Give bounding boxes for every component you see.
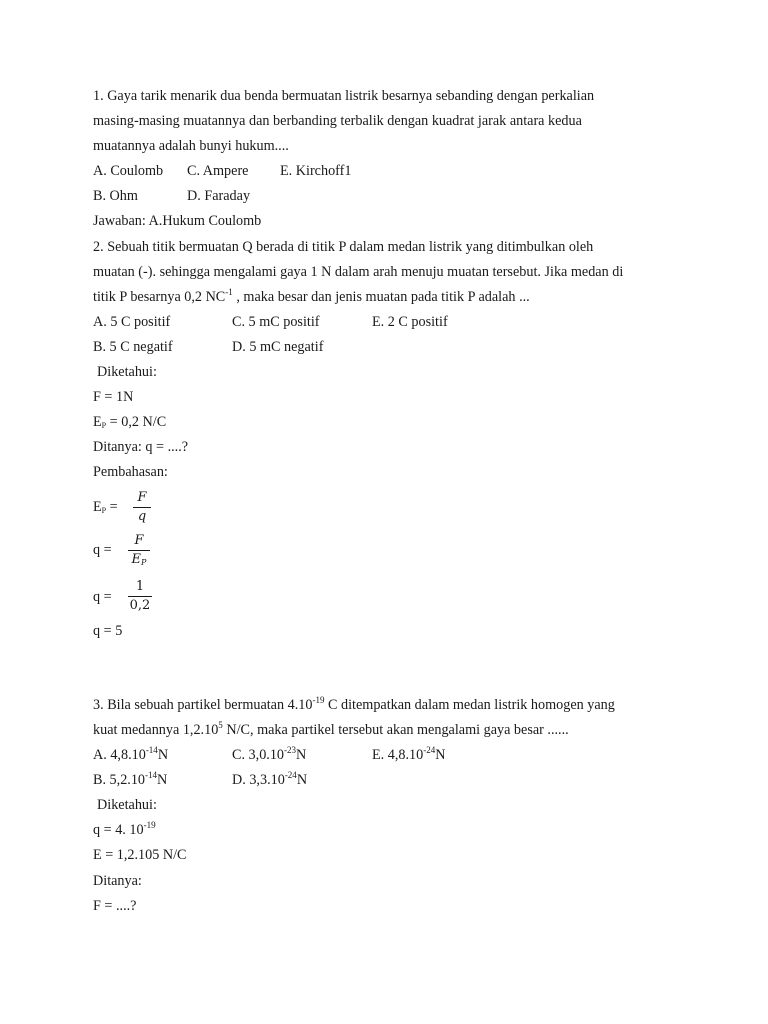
- q2-eq1-fraction: [133, 489, 151, 526]
- q2-line3-pre: titik P besarnya 0,2 NC: [93, 289, 226, 305]
- q1-text-line1: 1. Gaya tarik menarik dua benda bermuatan listrik besarnya sebanding dengan perkalian: [93, 88, 595, 104]
- q3-option-a: [93, 746, 168, 765]
- q2-line3-sup: -1: [225, 287, 233, 297]
- q3-line1-pre: 3. Bila sebuah partikel bermuatan 4.10: [93, 697, 313, 713]
- q3-asked-force: F = ....?: [93, 898, 137, 914]
- q3-diketahui: Diketahui:: [97, 797, 157, 813]
- q3-opt-a-pre: A. 4,8.10: [93, 747, 146, 763]
- q2-eq1-eq: =: [106, 499, 118, 515]
- q2-ditanya: Ditanya: q = ....?: [93, 439, 189, 455]
- q3-opt-a-post: N: [157, 747, 169, 763]
- q2-eq2-den-sub: P: [141, 558, 147, 567]
- q3-option-c: [232, 746, 306, 765]
- q2-option-b: B. 5 C negatif: [93, 339, 173, 355]
- q1-text-line2: masing-masing muatannya dan berbanding terbalik dengan kuadrat jarak antara kedua: [93, 113, 582, 129]
- q3-q-pre: q = 4. 10: [93, 822, 144, 838]
- q1-option-a: A. Coulomb: [93, 163, 164, 179]
- q2-eq1-left: [93, 498, 118, 518]
- q2-eq3-fraction: [128, 578, 152, 615]
- q2-ep-label: E: [93, 414, 102, 430]
- q1-option-c: C. Ampere: [187, 163, 249, 179]
- q2-text-line2: muatan (-). sehingga mengalami gaya 1 N dalam arah menuju muatan tersebut. Jika medan di: [93, 264, 624, 280]
- q3-line2-sup: 5: [218, 720, 223, 730]
- q3-opt-c-post: N: [296, 747, 307, 763]
- q3-opt-b-post: N: [157, 772, 168, 788]
- q3-given-field: E = 1,2.105 N/C: [93, 847, 187, 863]
- q2-eq2-fraction: [128, 532, 150, 570]
- q3-opt-d-sup: -24: [284, 770, 297, 780]
- q2-eq3-denominator: 0,2: [129, 598, 151, 613]
- q2-eq3-left: q =: [93, 589, 112, 605]
- q1-answer: Jawaban: A.Hukum Coulomb: [93, 213, 262, 229]
- q3-option-e: [372, 746, 445, 765]
- q2-eq2-left: q =: [93, 542, 112, 558]
- q3-given-charge: [93, 821, 156, 840]
- q3-line1-sup: -19: [312, 695, 325, 705]
- q2-eq1-sub: P: [101, 506, 107, 515]
- q2-text-line3: [93, 288, 530, 307]
- q3-opt-e-sup: -24: [423, 745, 436, 755]
- q2-given-field: [93, 413, 166, 433]
- q2-pembahasan: Pembahasan:: [93, 464, 168, 480]
- q3-option-d: [232, 771, 307, 790]
- q3-opt-d-post: N: [296, 772, 308, 788]
- q3-opt-d-pre: D. 3,3.10: [232, 772, 285, 788]
- q1-option-e: E. Kirchoff1: [280, 163, 352, 179]
- q2-option-a: A. 5 C positif: [93, 314, 171, 330]
- q2-eq2-den-main: E: [131, 552, 142, 567]
- q2-given-force: F = 1N: [93, 389, 134, 405]
- q3-opt-e-post: N: [435, 747, 446, 763]
- q2-ep-val: = 0,2 N/C: [106, 414, 167, 430]
- q2-option-c: C. 5 mC positif: [232, 314, 320, 330]
- q3-text-line2: [93, 721, 569, 740]
- q2-text-line1: 2. Sebuah titik bermuatan Q berada di titik P dalam medan listrik yang ditimbulkan oleh: [93, 239, 594, 255]
- q2-eq1-numerator: F: [137, 490, 147, 505]
- q3-q-sup: -19: [143, 820, 156, 830]
- q3-opt-c-pre: C. 3,0.10: [232, 747, 285, 763]
- q2-eq3-numerator: 1: [135, 579, 145, 594]
- q2-eq1-label: E: [93, 499, 102, 515]
- q3-opt-b-sup: -14: [145, 770, 158, 780]
- q2-line3-post: , maka besar dan jenis muatan pada titik P adalah ...: [232, 289, 530, 305]
- q2-ep-sub: P: [101, 421, 107, 430]
- q3-opt-c-sup: -23: [284, 745, 297, 755]
- q3-option-b: [93, 771, 167, 790]
- q3-ditanya: Ditanya:: [93, 873, 142, 889]
- q1-option-b: B. Ohm: [93, 188, 138, 204]
- q3-text-line1: [93, 696, 615, 715]
- q2-eq1-denominator: q: [137, 509, 147, 524]
- q2-result: q = 5: [93, 623, 123, 639]
- q3-line1-post: C ditempatkan dalam medan listrik homogen yang: [324, 697, 615, 713]
- q2-option-d: D. 5 mC negatif: [232, 339, 324, 355]
- q1-option-d: D. Faraday: [187, 188, 251, 204]
- q2-diketahui: Diketahui:: [97, 364, 157, 380]
- q3-opt-a-sup: -14: [145, 745, 158, 755]
- q1-text-line3: muatannya adalah bunyi hukum....: [93, 138, 289, 154]
- q3-opt-e-pre: E. 4,8.10: [372, 747, 424, 763]
- q2-option-e: E. 2 C positif: [372, 314, 448, 330]
- q3-opt-b-pre: B. 5,2.10: [93, 772, 146, 788]
- q3-line2-post: N/C, maka partikel tersebut akan mengalami gaya besar ......: [222, 722, 569, 738]
- q2-eq2-denominator: [128, 551, 150, 570]
- q2-eq2-numerator: F: [134, 533, 144, 548]
- q3-line2-pre: kuat medannya 1,2.10: [93, 722, 219, 738]
